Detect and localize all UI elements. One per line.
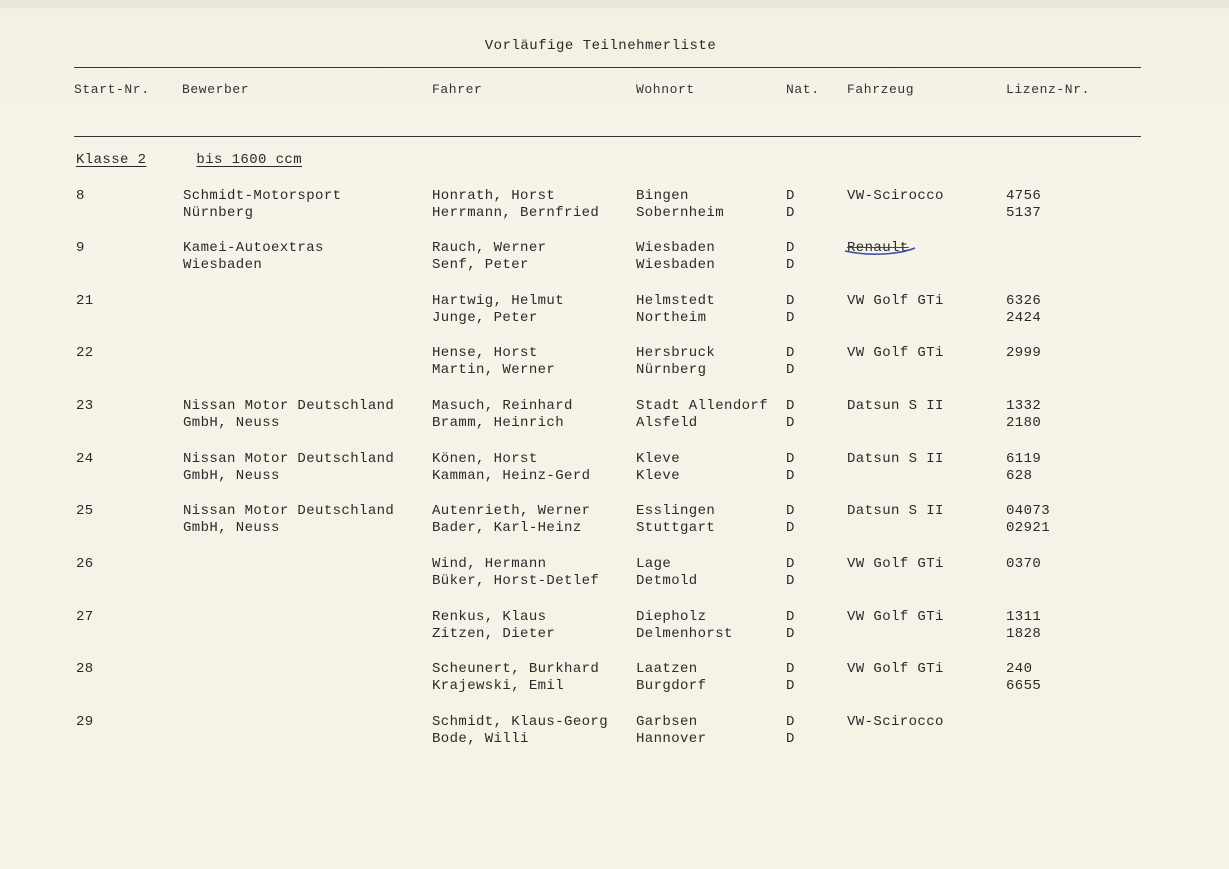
entry-lizenz-line1: 4756 bbox=[1006, 188, 1042, 204]
entry-fahrzeug: VW Golf GTi bbox=[847, 661, 944, 677]
entry-fahrzeug: Datsun S II bbox=[847, 503, 944, 519]
entry-bewerber-line2: GmbH, Neuss bbox=[183, 415, 280, 431]
entry-nat-line1: D bbox=[786, 714, 795, 730]
entry-wohnort-line1: Wiesbaden bbox=[636, 240, 716, 256]
entry-wohnort-line2: Wiesbaden bbox=[636, 257, 716, 273]
entry-fahrer-line1: Schmidt, Klaus-Georg bbox=[432, 714, 609, 730]
entry-wohnort-line2: Nürnberg bbox=[636, 362, 707, 378]
entry-nat-line2: D bbox=[786, 257, 795, 273]
entry-row bbox=[0, 398, 1229, 438]
entry-fahrer-line2: Kamman, Heinz-Gerd bbox=[432, 468, 591, 484]
entry-fahrer-line1: Scheunert, Burkhard bbox=[432, 661, 600, 677]
entry-lizenz-line1: 240 bbox=[1006, 661, 1033, 677]
entry-bewerber-line1: Schmidt-Motorsport bbox=[183, 188, 342, 204]
entry-fahrer-line2: Bramm, Heinrich bbox=[432, 415, 565, 431]
entry-row bbox=[0, 240, 1229, 280]
entry-nat-line1: D bbox=[786, 661, 795, 677]
entry-start-nr: 21 bbox=[76, 293, 94, 309]
entry-fahrer-line2: Martin, Werner bbox=[432, 362, 556, 378]
page-top-edge bbox=[0, 0, 1229, 8]
header-fahrer: Fahrer bbox=[432, 82, 483, 97]
entry-nat-line1: D bbox=[786, 451, 795, 467]
entry-fahrer-line1: Rauch, Werner bbox=[432, 240, 547, 256]
entry-fahrer-line2: Büker, Horst-Detlef bbox=[432, 573, 600, 589]
entry-nat-line2: D bbox=[786, 573, 795, 589]
entry-wohnort-line1: Kleve bbox=[636, 451, 681, 467]
class-heading bbox=[76, 152, 302, 168]
entry-lizenz-line2: 6655 bbox=[1006, 678, 1042, 694]
entry-start-nr: 25 bbox=[76, 503, 94, 519]
entry-row bbox=[0, 661, 1229, 701]
header-fahrzeug: Fahrzeug bbox=[847, 82, 915, 97]
entry-fahrzeug: VW Golf GTi bbox=[847, 609, 944, 625]
entry-nat-line2: D bbox=[786, 468, 795, 484]
entry-start-nr: 29 bbox=[76, 714, 94, 730]
entry-nat-line2: D bbox=[786, 415, 795, 431]
entry-row bbox=[0, 345, 1229, 385]
entry-nat-line2: D bbox=[786, 520, 795, 536]
entry-fahrzeug: VW Golf GTi bbox=[847, 345, 944, 361]
entry-wohnort-line1: Garbsen bbox=[636, 714, 698, 730]
header-nat: Nat. bbox=[786, 82, 820, 97]
entry-lizenz-line1: 6119 bbox=[1006, 451, 1042, 467]
entry-bewerber-line2: Nürnberg bbox=[183, 205, 254, 221]
entry-fahrzeug-text: Renault bbox=[847, 240, 909, 256]
entry-fahrzeug: VW-Scirocco bbox=[847, 714, 944, 730]
entry-bewerber-line2: GmbH, Neuss bbox=[183, 520, 280, 536]
entry-wohnort-line1: Esslingen bbox=[636, 503, 716, 519]
entry-lizenz-line1: 2999 bbox=[1006, 345, 1042, 361]
entry-lizenz-line1: 0370 bbox=[1006, 556, 1042, 572]
entry-wohnort-line2: Detmold bbox=[636, 573, 698, 589]
entry-fahrzeug: Datsun S II bbox=[847, 451, 944, 467]
class-range: bis 1600 ccm bbox=[196, 152, 303, 168]
entry-fahrer-line1: Hartwig, Helmut bbox=[432, 293, 565, 309]
entry-fahrzeug: VW Golf GTi bbox=[847, 556, 944, 572]
header-bewerber: Bewerber bbox=[182, 82, 250, 97]
entry-row bbox=[0, 503, 1229, 543]
entry-fahrzeug: Datsun S II bbox=[847, 398, 944, 414]
entry-lizenz-line2: 628 bbox=[1006, 468, 1033, 484]
entry-start-nr: 26 bbox=[76, 556, 94, 572]
entry-fahrer-line1: Masuch, Reinhard bbox=[432, 398, 573, 414]
entry-nat-line1: D bbox=[786, 188, 795, 204]
entry-start-nr: 22 bbox=[76, 345, 94, 361]
entry-start-nr: 8 bbox=[76, 188, 85, 204]
header-lizenz: Lizenz-Nr. bbox=[1006, 82, 1091, 97]
entry-wohnort-line2: Sobernheim bbox=[636, 205, 725, 221]
entry-bewerber-line1: Nissan Motor Deutschland bbox=[183, 398, 395, 414]
entry-start-nr: 24 bbox=[76, 451, 94, 467]
entry-wohnort-line1: Bingen bbox=[636, 188, 689, 204]
entry-lizenz-line2: 2424 bbox=[1006, 310, 1042, 326]
entry-nat-line2: D bbox=[786, 678, 795, 694]
entry-fahrer-line1: Renkus, Klaus bbox=[432, 609, 547, 625]
entry-fahrer-line1: Autenrieth, Werner bbox=[432, 503, 591, 519]
entry-lizenz-line1: 1332 bbox=[1006, 398, 1042, 414]
entry-lizenz-line2: 5137 bbox=[1006, 205, 1042, 221]
entry-bewerber-line1: Nissan Motor Deutschland bbox=[183, 503, 395, 519]
entry-nat-line2: D bbox=[786, 362, 795, 378]
entry-wohnort-line2: Alsfeld bbox=[636, 415, 698, 431]
entry-lizenz-line1: 04073 bbox=[1006, 503, 1051, 519]
document-title: Vorläufige Teilnehmerliste bbox=[484, 38, 717, 54]
entry-start-nr: 9 bbox=[76, 240, 85, 256]
pen-strike-mark bbox=[843, 244, 917, 258]
entry-wohnort-line1: Diepholz bbox=[636, 609, 707, 625]
entry-fahrzeug: VW Golf GTi bbox=[847, 293, 944, 309]
entry-fahrer-line1: Hense, Horst bbox=[432, 345, 538, 361]
entry-fahrer-line2: Herrmann, Bernfried bbox=[432, 205, 600, 221]
entry-nat-line1: D bbox=[786, 345, 795, 361]
entry-bewerber-line1: Nissan Motor Deutschland bbox=[183, 451, 395, 467]
header-bottom-rule bbox=[74, 136, 1141, 137]
entry-wohnort-line2: Kleve bbox=[636, 468, 681, 484]
entry-bewerber-line1: Kamei-Autoextras bbox=[183, 240, 324, 256]
entry-nat-line1: D bbox=[786, 556, 795, 572]
entry-row bbox=[0, 451, 1229, 491]
entry-row bbox=[0, 714, 1229, 754]
entry-fahrer-line2: Krajewski, Emil bbox=[432, 678, 565, 694]
entry-wohnort-line1: Stadt Allendorf bbox=[636, 398, 769, 414]
entry-nat-line2: D bbox=[786, 626, 795, 642]
entry-fahrer-line2: Senf, Peter bbox=[432, 257, 529, 273]
entry-nat-line1: D bbox=[786, 293, 795, 309]
entry-wohnort-line2: Delmenhorst bbox=[636, 626, 733, 642]
entry-nat-line1: D bbox=[786, 240, 795, 256]
entry-lizenz-line2: 1828 bbox=[1006, 626, 1042, 642]
entry-start-nr: 23 bbox=[76, 398, 94, 414]
entry-wohnort-line1: Laatzen bbox=[636, 661, 698, 677]
entry-start-nr: 27 bbox=[76, 609, 94, 625]
entry-wohnort-line1: Helmstedt bbox=[636, 293, 716, 309]
entry-wohnort-line1: Lage bbox=[636, 556, 672, 572]
entry-row bbox=[0, 293, 1229, 333]
entry-fahrer-line1: Wind, Hermann bbox=[432, 556, 547, 572]
entry-fahrer-line2: Zitzen, Dieter bbox=[432, 626, 556, 642]
entry-fahrer-line1: Könen, Horst bbox=[432, 451, 538, 467]
entry-fahrer-line1: Honrath, Horst bbox=[432, 188, 556, 204]
header-top-rule bbox=[74, 67, 1141, 68]
entry-lizenz-line1: 1311 bbox=[1006, 609, 1042, 625]
entry-wohnort-line2: Northeim bbox=[636, 310, 707, 326]
entry-bewerber-line2: GmbH, Neuss bbox=[183, 468, 280, 484]
entry-lizenz-line1: 6326 bbox=[1006, 293, 1042, 309]
entry-fahrer-line2: Junge, Peter bbox=[432, 310, 538, 326]
entry-wohnort-line1: Hersbruck bbox=[636, 345, 716, 361]
entry-nat-line2: D bbox=[786, 310, 795, 326]
entry-bewerber-line2: Wiesbaden bbox=[183, 257, 263, 273]
entry-wohnort-line2: Stuttgart bbox=[636, 520, 716, 536]
entry-fahrer-line2: Bader, Karl-Heinz bbox=[432, 520, 582, 536]
entry-row bbox=[0, 188, 1229, 228]
entry-wohnort-line2: Burgdorf bbox=[636, 678, 707, 694]
entry-nat-line1: D bbox=[786, 503, 795, 519]
entry-lizenz-line2: 02921 bbox=[1006, 520, 1051, 536]
entry-nat-line2: D bbox=[786, 205, 795, 221]
class-name: Klasse 2 bbox=[76, 152, 147, 168]
entry-nat-line1: D bbox=[786, 398, 795, 414]
header-wohnort: Wohnort bbox=[636, 82, 695, 97]
entry-wohnort-line2: Hannover bbox=[636, 731, 707, 747]
entry-fahrzeug bbox=[847, 240, 909, 257]
entry-fahrzeug: VW-Scirocco bbox=[847, 188, 944, 204]
entry-fahrer-line2: Bode, Willi bbox=[432, 731, 529, 747]
entry-row bbox=[0, 556, 1229, 596]
entry-nat-line1: D bbox=[786, 609, 795, 625]
entry-lizenz-line2: 2180 bbox=[1006, 415, 1042, 431]
header-start-nr: Start-Nr. bbox=[74, 82, 150, 97]
entry-row bbox=[0, 609, 1229, 649]
entry-nat-line2: D bbox=[786, 731, 795, 747]
entry-start-nr: 28 bbox=[76, 661, 94, 677]
